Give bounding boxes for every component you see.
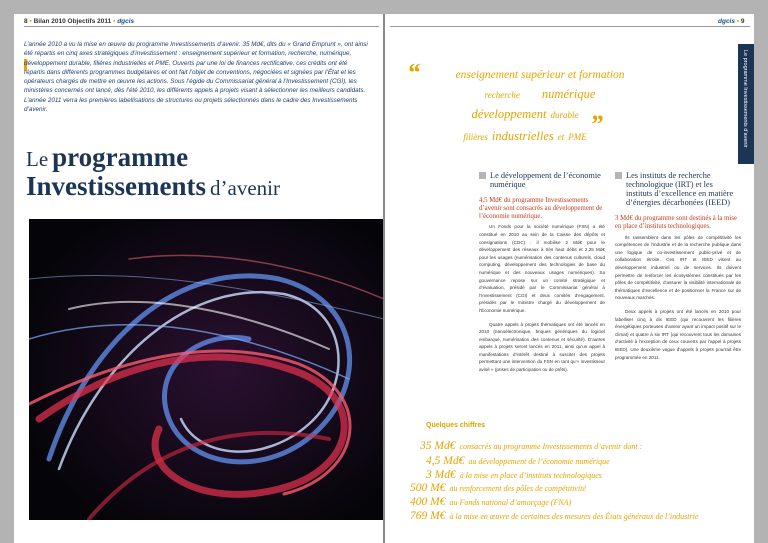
col1-heading: Le développement de l’économie numérique bbox=[479, 171, 605, 189]
quote-w1: enseignement supérieur et formation bbox=[455, 69, 625, 81]
col2-heading: Les instituts de recherche technologique (IRT) et les instituts d’excellence en matière d’énergies décarbonées (IEED) bbox=[615, 171, 741, 207]
figure-item: 35 Md€ consacrés au programme Investissements d’avenir dont : bbox=[420, 440, 643, 452]
figure-item: 500 M€ au renforcement des pôles de compétitivité bbox=[410, 482, 586, 494]
left-header-title: Bilan 2010 Objectifs 2011 bbox=[33, 18, 112, 25]
heading-square-icon bbox=[479, 172, 486, 179]
pull-quote bbox=[405, 69, 645, 145]
heading-square-icon bbox=[615, 172, 622, 179]
column-numerique bbox=[479, 171, 605, 380]
right-page-number: 9 bbox=[740, 18, 745, 25]
title-le: Le bbox=[26, 147, 49, 171]
quote-w3: numérique bbox=[541, 87, 596, 101]
page-title bbox=[26, 142, 280, 203]
title-investissements: Investissements bbox=[26, 171, 206, 201]
figure-item: 769 M€ à la mise en œuvre de certaines des mesures des États généraux de l’industrie bbox=[410, 510, 699, 522]
quote-w7: industrielles bbox=[491, 129, 554, 143]
figure-item: 3 Md€ à la mise en place d’instituts technologiques bbox=[426, 469, 602, 481]
col1-paragraph-1: Un Fonds pour la société numérique (FSN) a été constitué en 2010 au sein de la Caisse des dépôts et consignations (CDC) : il mobilise 2 Md€ pour le développement des réseaux à très haut débit et 2,25 Md€ pour les usages (numérisation des contenus culturels, cloud computing, développement des technologies de base du numérique et des nouveaux usages numériques). Sa gouvernance repose sur un comité stratégique et d’évaluation, présidé par le Commissariat général à l’Investissement (CGI) et deux comités d’engagement, présidés par le ministre chargé du développement de l’Économie numérique. bbox=[479, 224, 605, 313]
col2-body bbox=[615, 234, 741, 362]
col2-lead: 3 Md€ du programme sont destinés à la mise en place d’instituts technologiques. bbox=[615, 215, 737, 230]
dgcis-logo-right: dgcis bbox=[718, 18, 735, 25]
left-page bbox=[14, 14, 383, 543]
right-header: dgcis ▪ 9 bbox=[718, 18, 745, 25]
quote-w5: durable bbox=[550, 110, 579, 120]
quote-w8: et bbox=[557, 132, 565, 142]
title-davenir: d’avenir bbox=[210, 176, 280, 200]
quote-w9: PME bbox=[568, 132, 587, 142]
col1-body bbox=[479, 223, 605, 373]
figure-item: 400 M€ au Fonds national d’amorçage (FNA) bbox=[410, 496, 572, 508]
left-page-number: 8 bbox=[24, 18, 28, 25]
open-quote-mark: “ bbox=[407, 58, 420, 87]
col2-paragraph-1: Ils rassemblent dans les pôles de compétitivité les compétences de l’industrie et de la recherche publique dans une logique de co-investissement public-privé et de collaboration étroite. Ces IRT et IEED visent au développement industriel ou de services. Ils doivent permettre de renforcer les écosystèmes constitués par les pôles de compétitivité, d’assurer la visibilité internationale de thématiques d’excellence et de positionner la France sur de nouveaux marchés. bbox=[615, 234, 741, 301]
col1-lead: 4,5 Md€ du programme Investissements d’avenir sont consacrés au développement de l’économie numérique. bbox=[479, 197, 603, 220]
side-tab-label: Le programme Investissements d’avenir bbox=[742, 50, 748, 148]
header-rule bbox=[24, 26, 379, 27]
dgcis-logo: dgcis bbox=[117, 18, 135, 25]
key-figures-title: Quelques chiffres bbox=[426, 422, 486, 429]
right-header-rule bbox=[390, 26, 750, 27]
left-header: 8 ▪ Bilan 2010 Objectifs 2011 ▪ dgcis bbox=[24, 18, 135, 25]
quote-w4: développement bbox=[471, 107, 547, 121]
light-swirl-photo bbox=[29, 219, 383, 520]
quote-w2: recherche bbox=[484, 90, 520, 100]
section-side-tab bbox=[738, 44, 754, 164]
col1-paragraph-2: Quatre appels à projets thématiques ont été lancés en 2010 (nanoélectronique, briques génériques du logiciel embarqué, numérisation des contenus et sécurité). D’autres appels à projets seront lancés en 2011, ainsi qu’un appel à manifestations d’intérêt destiné à susciter des projets permettant une intervention du FSN en tant qu’« investisseur avisé » (prises de participation ou de prêts). bbox=[479, 321, 605, 373]
figure-item: 4,5 Md€ au développement de l’économie numérique bbox=[426, 455, 610, 467]
column-irt-ieed bbox=[615, 171, 741, 367]
quote-w6: filières bbox=[463, 132, 488, 142]
intro-paragraph: L’année 2010 a vu la mise en œuvre du programme Investissements d’avenir. 35 Md€, dits du « Grand Emprunt », ont ainsi été répartis en cinq axes stratégiques d’investissement : enseignement supérieur et formation, recherche, numérique, développement durable, filières industrielles et PME. Ouverts par une loi de finances rectificative, ces crédits ont été répartis dans différents programmes budgétaires et ont fait l’objet de conventions, négociées et signées par l’État et les opérateurs chargés de mettre en œuvre les actions. Sous l’égide du Commissariat général à l’Investissement (CGI), les ministères concernés ont lancé, dès l’été 2010, les différents appels à projets visant à sélectionner les meilleurs candidats. L’année 2011 verra les premières labellisations de structures ou projets sélectionnés dans le cadre des Investissements d’avenir. bbox=[24, 41, 368, 114]
close-quote-mark: ” bbox=[590, 110, 603, 139]
title-programme: programme bbox=[52, 142, 189, 172]
col2-paragraph-2: Deux appels à projets ont été lancés en 2010 pour labelliser cinq à dix IEED (qui recouvrent les filières énergétiques porteuses d’avenir ayant un impact positif sur le climat) et quatre à six IRT (qui recouvrent tous les domaines d’activité à l’exception de ceux couverts par l’appel à projets IEED). Une deuxième vague d’appels à projets pourrait être programmée en 2011. bbox=[615, 308, 741, 360]
